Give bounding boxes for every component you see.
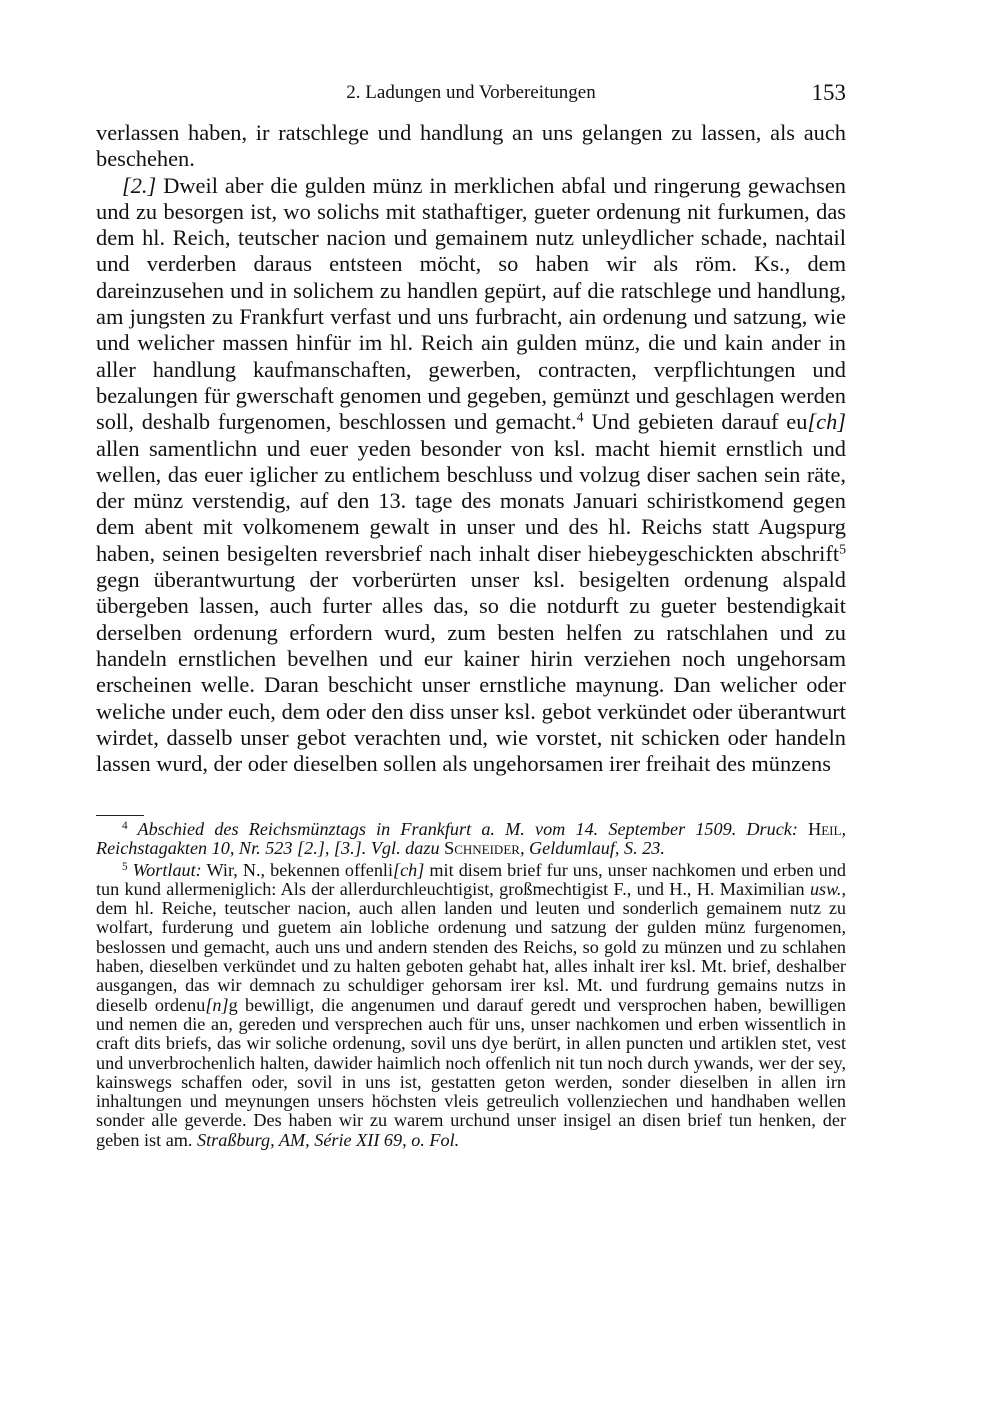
footnote-5-text-c: , dem hl. Reiche, teutscher nacion, auch allen landen und leuten und sonderlich gemainem nutz zu wolfart, furderung und guetem ain lobliche ordenung und satzung der gulden münz furgenomen, beslossen und gemacht, auch uns und andern stenden des Reichs, so gold zu münzen und zu schlahen haben, dieselben verkündet und zu halten geboten gehabt hat, alles inhalt irer ksl. Mt. brief, deshalber ausgangen, das wir demnach zu schuldiger gehorsam irer ksl. Mt. und furdrung gemains nutzs in dieselb ordenu	[96, 878, 846, 1015]
paragraph-2-text-c: allen samentlichn und euer yeden besonder von ksl. macht hiemit ernstlich und wellen, das euer iglicher zu entlichem beschluss und volzug diser sachen sein räte, der münz verstendig, auf den 13. tage des monats Januari schiristkomend gegen dem abent mit volkomenem gewalt in unser und des hl. Reichs statt Augspurg haben, seinen besigelten reversbrief nach inhalt diser hiebeygeschickten abschrift	[96, 435, 846, 566]
paragraph-2-text-a: Dweil aber die gulden münz in merklichen abfal und ringerung gewachsen und zu besorgen ist, wo solichs mit stathaftiger, gueter ordenung nit furkumen, das dem hl. Reich, teutscher nacion und gemainem nutz unleydlicher schade, nachtail und verderben daraus entsteen möcht, so haben wir als röm. Ks., dem dareinzusehen und in solichem zu handlen gepürt, auf die ratschlege und handlung, am jungsten zu Frankfurt verfast und uns furbracht, ain ordenung und satzung, wie und welicher massen hinfür im hl. Reich ain gulden münz, die und kain ander in aller handlung kaufmanschaften, gewerben, contracten, verpflichtungen und bezalungen für gwerschaft genomen und gegeben, gemünzt und geschlagen werden soll, deshalb furgenomen, beschlossen und gemacht.	[96, 172, 846, 435]
author-heil: Heil	[808, 819, 842, 839]
footnote-5-insert-ch: [ch]	[393, 859, 425, 880]
running-header	[96, 80, 846, 110]
chapter-title: 2. Ladungen und Vorbereitungen	[346, 82, 596, 103]
main-text	[96, 120, 846, 777]
footnote-4-text-b: , Reichstagakten 10, Nr. 523 [2.], [3.]. Vgl. dazu	[96, 819, 846, 859]
footnote-5-text-d: g bewilligt, die angenumen und darauf geredt und versprochen haben, bewilligen und nemen die an, gereden und versprechen auch für uns, unser nachkomen und erben wissentlich in craft dits briefs, das wir soliche ordenung, sovil uns dye berürt, in allen puncten und artiklen stet, vest und unverbrochenlich halten, dawider haimlich noch offenlich nit tun noch durch ywands, wer der sey, kainswegs schaffen oder, sovil in uns ist, gestatten geton werden, sonder dieselben in allen irn inhaltungen und meynungen unsers höchsten vleis getreulich vollenziechen und handhaben wellen sonder alle geverde. Des haben wir zu warem urchund unser insigel an disen brief tun henken, der geben ist am.	[96, 994, 846, 1150]
paragraph-2-text-b: Und gebieten darauf eu	[583, 409, 808, 435]
footnote-5-text-a: Wir, N., bekennen offenli	[201, 859, 394, 880]
section-marker: [2.]	[122, 172, 157, 198]
footnote-5-text-b: mit disem brief fur uns, unser nachkomen und erben und tun kund allermeniglich: Als der allerdurchleuchtigist, großmechtigist F., und H., H. Maximilian	[96, 859, 847, 899]
footnote-5-insert-n: [n]	[205, 994, 229, 1015]
footnote-ref-5[interactable]: 5	[839, 542, 846, 558]
footnote-5-number: 5	[122, 860, 128, 873]
footnote-4-text-a: Abschied des Reichsmünztags in Frankfurt a. M. vom 14. September 1509. Druck:	[127, 819, 809, 839]
paragraph-2	[96, 173, 846, 778]
footnote-5-source: Straßburg, AM, Série XII 69, o. Fol.	[197, 1129, 460, 1150]
page-number: 153	[811, 80, 846, 105]
footnotes	[96, 820, 846, 1152]
footnote-5	[96, 861, 846, 1150]
author-schneider: Schneider	[444, 838, 520, 859]
paragraph-1: verlassen haben, ir ratschlege und handlung an uns gelangen zu lassen, als auch beschehen.	[96, 120, 846, 172]
footnote-5-usw: usw.	[809, 878, 842, 899]
footnote-ref-4[interactable]: 4	[576, 410, 584, 426]
paragraph-2-text-d: gegn überantwurtung der vorberürten unser ksl. besigelten ordenung alspald übergeben lassen, auch furter alles das, so die notdurft zu gueter bestendigkait derselben ordenung erfordern wurd, zum besten helfen zu ratschlahen und zu handeln ernstlichen bevelhen und eur kainer hirin verziehen noch ungehorsam erscheinen welle. Daran beschicht unser ernstliche maynung. Dan welicher oder weliche under euch, dem oder den diss unser ksl. gebot verkündet oder überantwurt wirdet, dasselb unser gebot verachten und, wie vorstet, nit schicken oder handeln lassen wurd, der oder dieselben sollen als ungehorsamen irer freihait des münzens	[96, 567, 846, 777]
footnote-4-number: 4	[122, 819, 128, 832]
footnote-5-label: Wortlaut:	[127, 859, 202, 880]
footnote-divider	[96, 815, 144, 816]
editorial-insert: [ch]	[807, 409, 846, 435]
footnote-4	[96, 820, 846, 859]
footnote-4-text-c: , Geldumlauf, S. 23.	[519, 838, 665, 859]
